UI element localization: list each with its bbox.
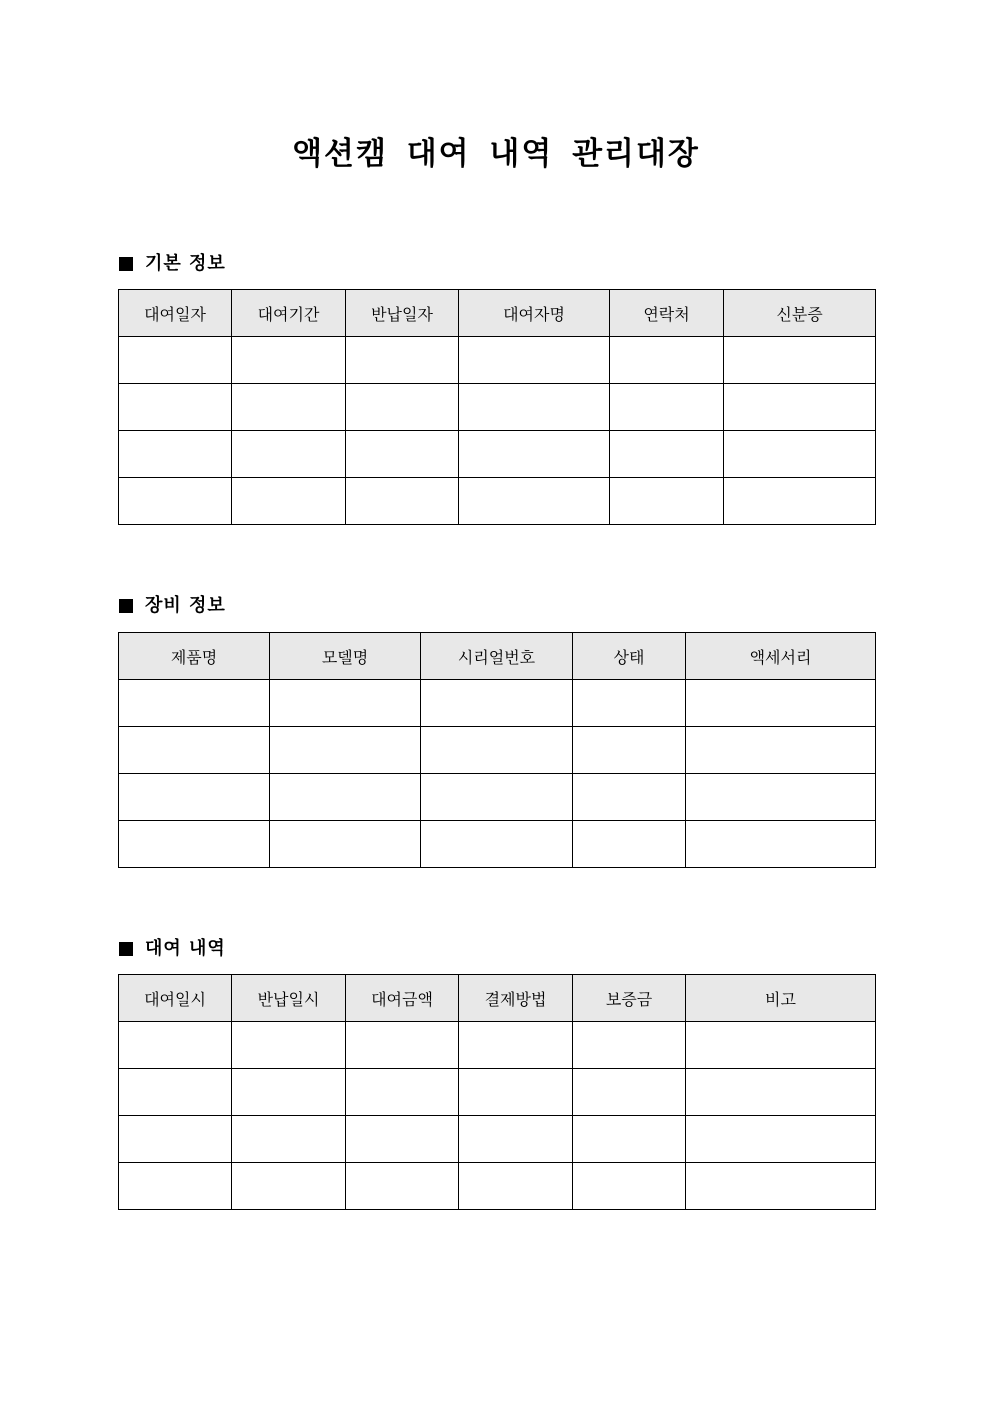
table-cell[interactable] <box>119 1022 232 1069</box>
table-cell[interactable] <box>346 384 459 431</box>
table-cell[interactable] <box>346 1163 459 1210</box>
table-cell[interactable] <box>119 727 270 774</box>
table-cell[interactable] <box>459 384 610 431</box>
column-header: 상태 <box>573 633 686 680</box>
table-cell[interactable] <box>421 774 573 821</box>
table-cell[interactable] <box>724 337 876 384</box>
table-cell[interactable] <box>346 478 459 525</box>
table-cell[interactable] <box>459 1116 573 1163</box>
column-header: 비고 <box>686 975 876 1022</box>
table-cell[interactable] <box>686 774 876 821</box>
column-header: 대여일시 <box>119 975 232 1022</box>
table-cell[interactable] <box>232 337 346 384</box>
table-cell[interactable] <box>270 727 421 774</box>
table-cell[interactable] <box>421 727 573 774</box>
table-cell[interactable] <box>270 774 421 821</box>
table-cell[interactable] <box>686 1116 876 1163</box>
column-header: 대여기간 <box>232 290 346 337</box>
table-row <box>119 337 876 384</box>
equipment-info-table <box>118 632 876 868</box>
table-cell[interactable] <box>573 1022 686 1069</box>
table-row <box>119 431 876 478</box>
table-cell[interactable] <box>459 337 610 384</box>
table-cell[interactable] <box>232 431 346 478</box>
table-cell[interactable] <box>270 821 421 868</box>
table-cell[interactable] <box>119 478 232 525</box>
table-cell[interactable] <box>573 821 686 868</box>
table-cell[interactable] <box>459 1022 573 1069</box>
table-cell[interactable] <box>119 774 270 821</box>
table-cell[interactable] <box>119 680 270 727</box>
table-cell[interactable] <box>232 1116 346 1163</box>
table-cell[interactable] <box>686 727 876 774</box>
column-header: 결제방법 <box>459 975 573 1022</box>
table-row <box>119 727 876 774</box>
column-header: 보증금 <box>573 975 686 1022</box>
column-header: 신분증 <box>724 290 876 337</box>
column-header: 반납일자 <box>346 290 459 337</box>
section-heading-label: 장비 정보 <box>145 595 226 616</box>
table-cell[interactable] <box>610 337 724 384</box>
table-cell[interactable] <box>232 478 346 525</box>
table-row <box>119 680 876 727</box>
column-header: 모델명 <box>270 633 421 680</box>
section-heading-label: 대여 내역 <box>145 938 226 959</box>
table-cell[interactable] <box>573 1069 686 1116</box>
table-cell[interactable] <box>346 431 459 478</box>
table-cell[interactable] <box>346 337 459 384</box>
table-cell[interactable] <box>686 821 876 868</box>
table-row <box>119 1022 876 1069</box>
table-cell[interactable] <box>573 727 686 774</box>
table-cell[interactable] <box>573 1116 686 1163</box>
table-cell[interactable] <box>119 384 232 431</box>
square-bullet-icon <box>119 942 133 956</box>
column-header: 반납일시 <box>232 975 346 1022</box>
table-cell[interactable] <box>459 1069 573 1116</box>
column-header: 대여자명 <box>459 290 610 337</box>
table-cell[interactable] <box>459 431 610 478</box>
table-cell[interactable] <box>724 478 876 525</box>
table-cell[interactable] <box>119 1069 232 1116</box>
page-title: 액션캠 대여 내역 관리대장 <box>292 136 700 172</box>
table-cell[interactable] <box>573 774 686 821</box>
table-header-row <box>119 290 876 337</box>
table-cell[interactable] <box>686 1069 876 1116</box>
table-cell[interactable] <box>270 680 421 727</box>
table-cell[interactable] <box>119 1116 232 1163</box>
table-cell[interactable] <box>232 384 346 431</box>
table-row <box>119 1069 876 1116</box>
table-cell[interactable] <box>724 431 876 478</box>
section-heading-label: 기본 정보 <box>145 253 226 274</box>
table-cell[interactable] <box>119 431 232 478</box>
basic-info-table <box>118 289 876 525</box>
table-cell[interactable] <box>610 384 724 431</box>
table-cell[interactable] <box>346 1116 459 1163</box>
table-row <box>119 478 876 525</box>
column-header: 액세서리 <box>686 633 876 680</box>
table-cell[interactable] <box>232 1163 346 1210</box>
table-cell[interactable] <box>573 1163 686 1210</box>
rental-history-table <box>118 974 876 1210</box>
table-header-row <box>119 633 876 680</box>
table-cell[interactable] <box>119 1163 232 1210</box>
table-cell[interactable] <box>459 1163 573 1210</box>
table-cell[interactable] <box>686 1022 876 1069</box>
table-cell[interactable] <box>421 680 573 727</box>
table-row <box>119 1116 876 1163</box>
column-header: 대여금액 <box>346 975 459 1022</box>
table-cell[interactable] <box>346 1069 459 1116</box>
table-cell[interactable] <box>686 680 876 727</box>
table-cell[interactable] <box>686 1163 876 1210</box>
table-cell[interactable] <box>119 337 232 384</box>
table-row <box>119 1163 876 1210</box>
table-row <box>119 774 876 821</box>
column-header: 연락처 <box>610 290 724 337</box>
table-cell[interactable] <box>232 1022 346 1069</box>
table-cell[interactable] <box>459 478 610 525</box>
section-heading-rental-history <box>119 936 226 962</box>
table-row <box>119 821 876 868</box>
square-bullet-icon <box>119 257 133 271</box>
table-cell[interactable] <box>346 1022 459 1069</box>
table-cell[interactable] <box>573 680 686 727</box>
table-cell[interactable] <box>610 478 724 525</box>
table-cell[interactable] <box>232 1069 346 1116</box>
section-heading-equipment-info <box>119 593 226 619</box>
table-cell[interactable] <box>724 384 876 431</box>
table-cell[interactable] <box>119 821 270 868</box>
square-bullet-icon <box>119 599 133 613</box>
table-row <box>119 384 876 431</box>
section-heading-basic-info <box>119 251 226 277</box>
column-header: 제품명 <box>119 633 270 680</box>
column-header: 시리얼번호 <box>421 633 573 680</box>
table-header-row <box>119 975 876 1022</box>
table-cell[interactable] <box>610 431 724 478</box>
column-header: 대여일자 <box>119 290 232 337</box>
table-cell[interactable] <box>421 821 573 868</box>
